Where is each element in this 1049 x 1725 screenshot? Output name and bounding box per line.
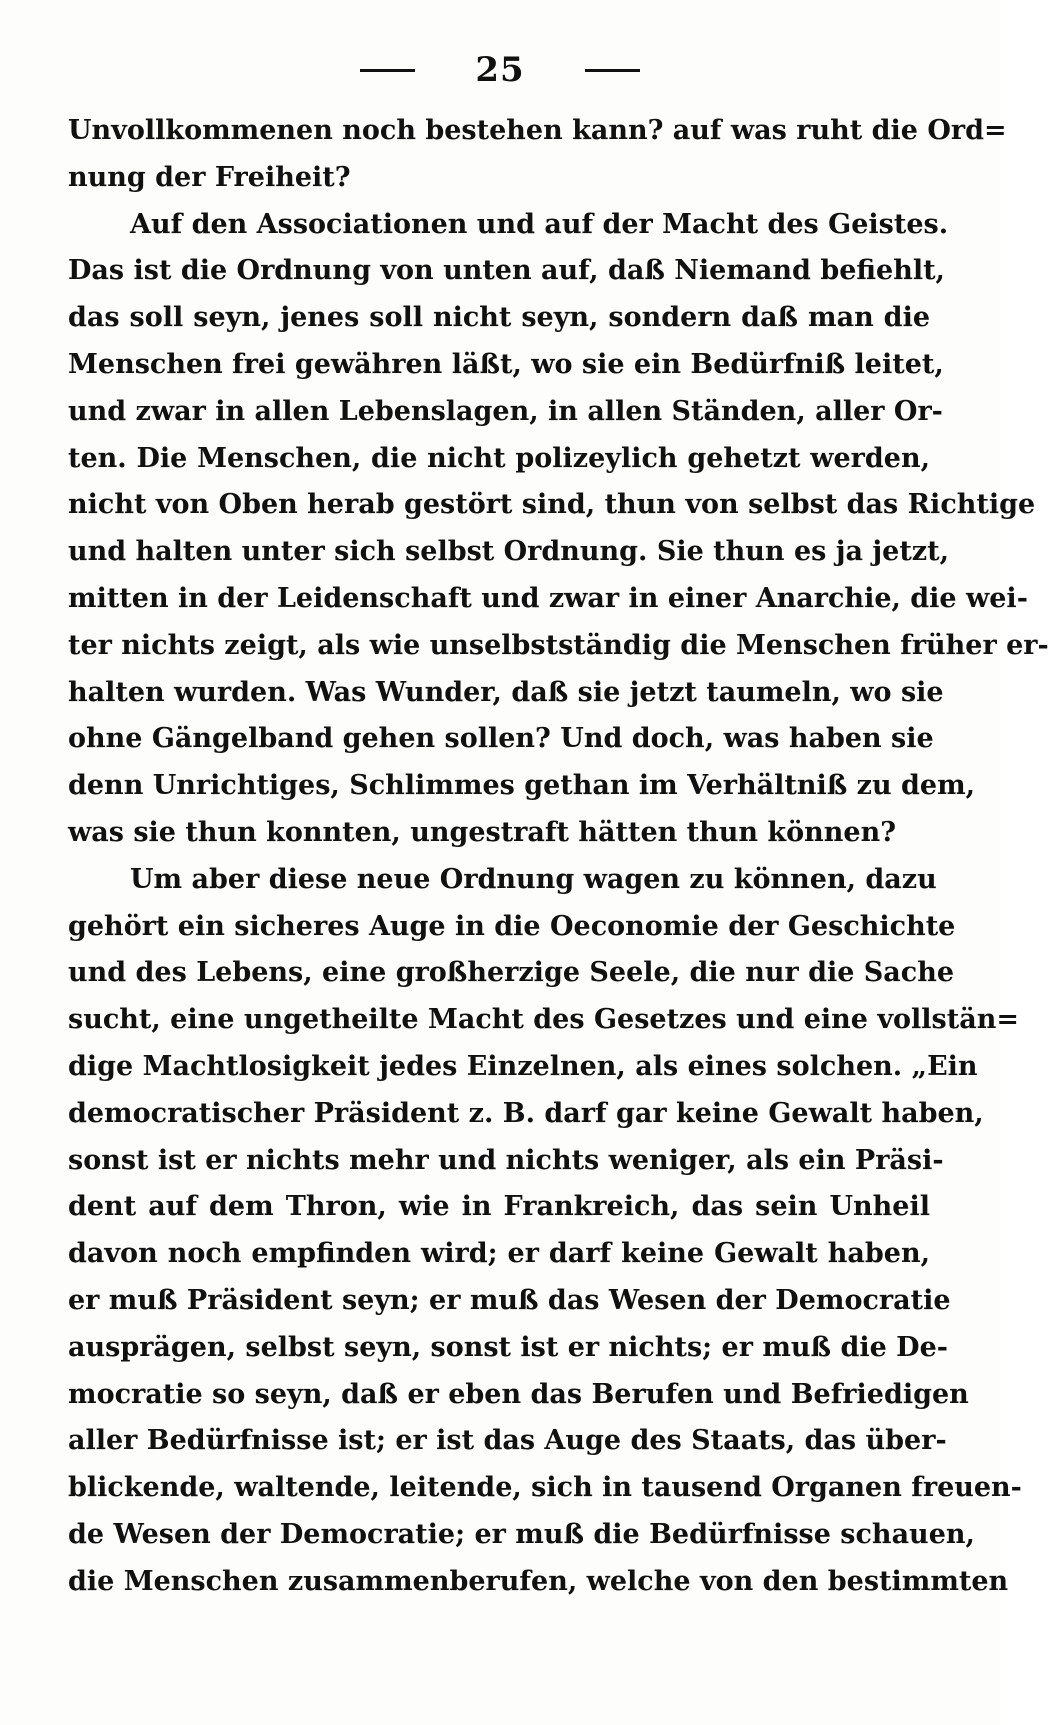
text-line: er muß Präsident seyn; er muß das Wesen der Democratie <box>68 1284 951 1316</box>
text-line: ausprägen, selbst seyn, sonst ist er nichts; er muß die De- <box>68 1331 948 1363</box>
header-dash-right <box>585 69 640 72</box>
text-line: democratischer Präsident z. B. darf gar keine Gewalt haben, <box>68 1097 984 1129</box>
text-line: dent auf dem Thron, wie in Frankreich, das sein Unheil <box>68 1191 930 1223</box>
text-line: davon noch empfinden wird; er darf keine Gewalt haben, <box>68 1238 930 1270</box>
text-line: Unvollkommenen noch bestehen kann? auf was ruht die Ord= <box>68 115 1007 146</box>
text-line: aller Bedürfnisse ist; er ist das Auge des Staats, das über- <box>68 1425 947 1457</box>
text-line: das soll seyn, jenes soll nicht seyn, sondern daß man die <box>68 302 930 334</box>
page-number: 25 <box>475 50 525 90</box>
text-line: Auf den Associationen und auf der Macht des Geistes. <box>130 208 949 240</box>
text-line: die Menschen zusammenberufen, welche von den bestimmten <box>68 1565 1009 1597</box>
text-line: dige Machtlosigkeit jedes Einzelnen, als eines solchen. „Ein <box>68 1050 978 1082</box>
text-line: denn Unrichtiges, Schlimmes gethan im Verhältniß zu dem, <box>68 770 976 802</box>
text-line: sonst ist er nichts mehr und nichts weniger, als ein Präsi- <box>68 1144 944 1176</box>
text-line: und des Lebens, eine großherzige Seele, die nur die Sache <box>68 957 955 989</box>
text-line: blickende, waltende, leitende, sich in tausend Organen freuen- <box>68 1472 1022 1504</box>
text-line: ohne Gängelband gehen sollen? Und doch, was haben sie <box>68 723 934 755</box>
header-dash-left <box>360 69 415 72</box>
text-line: was sie thun konnten, ungestraft hätten thun können? <box>68 816 897 848</box>
text-line: sucht, eine ungetheilte Macht des Gesetzes und eine vollstän= <box>68 1004 1019 1036</box>
text-line: mitten in der Leidenschaft und zwar in einer Anarchie, die wei- <box>68 582 1028 614</box>
text-line: nicht von Oben herab gestört sind, thun von selbst das Richtige <box>68 489 1036 521</box>
text-line: Um aber diese neue Ordnung wagen zu können, dazu <box>130 863 937 895</box>
page-header <box>0 45 1000 95</box>
text-line: und zwar in allen Lebenslagen, in allen Ständen, aller Or- <box>68 395 943 427</box>
text-line: gehört ein sicheres Auge in die Oeconomie der Geschichte <box>68 910 956 942</box>
body-text <box>68 108 1049 1606</box>
text-line: de Wesen der Democratie; er muß die Bedürfnisse schauen, <box>68 1518 975 1550</box>
text-line: ten. Die Menschen, die nicht polizeylich gehetzt werden, <box>68 442 930 474</box>
text-line: ter nichts zeigt, als wie unselbstständig die Menschen früher er- <box>68 629 1049 661</box>
text-line: Menschen frei gewähren läßt, wo sie ein Bedürfniß leitet, <box>68 348 944 380</box>
text-line: mocratie so seyn, daß er eben das Berufen und Befriedigen <box>68 1378 969 1410</box>
text-line: und halten unter sich selbst Ordnung. Sie thun es ja jetzt, <box>68 536 950 568</box>
text-line: nung der Freiheit? <box>68 161 351 193</box>
text-line: halten wurden. Was Wunder, daß sie jetzt taumeln, wo sie <box>68 676 944 708</box>
text-line: Das ist die Ordnung von unten auf, daß Niemand befiehlt, <box>68 255 945 287</box>
